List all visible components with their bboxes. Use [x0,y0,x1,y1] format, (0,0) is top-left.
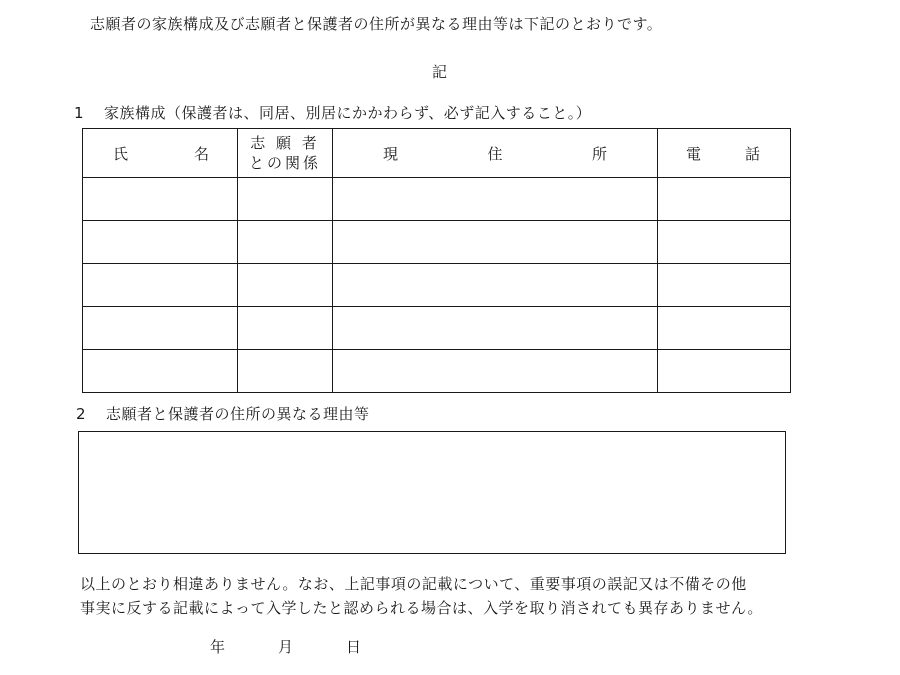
section1-number: 1 [74,104,85,122]
cell-address[interactable] [333,350,658,393]
cell-address[interactable] [333,307,658,350]
reason-box[interactable] [78,431,786,554]
header-name-char-1: 氏 [113,144,129,163]
cell-name[interactable] [83,307,238,350]
cell-phone[interactable] [658,178,791,221]
closing-line-1: 以上のとおり相違ありません。なお、上記事項の記載について、重要事項の誤記又は不備その他 [80,575,747,593]
cell-phone[interactable] [658,264,791,307]
family-table [82,128,791,393]
table-row [83,178,791,221]
cell-name[interactable] [83,221,238,264]
cell-name[interactable] [83,178,238,221]
section1-heading [74,103,591,123]
date-line [210,637,362,657]
cell-relation[interactable] [238,307,333,350]
header-name-char-2: 名 [193,144,209,163]
closing-line-2: 事実に反する記載によって入学したと認められる場合は、入学を取り消されても異存ありません。 [80,599,763,617]
cell-address[interactable] [333,178,658,221]
date-year: 年 [210,638,226,656]
cell-address[interactable] [333,221,658,264]
header-address-char-1: 現 [383,144,399,163]
closing-statement [80,572,820,620]
table-header-row [83,129,791,178]
cell-phone[interactable] [658,307,791,350]
cell-name[interactable] [83,350,238,393]
date-day: 日 [346,638,362,656]
date-month: 月 [278,638,294,656]
header-phone [658,129,791,178]
table-row [83,221,791,264]
section2-heading [76,404,370,424]
ki-heading: 記 [432,63,448,81]
cell-name[interactable] [83,264,238,307]
header-phone-char-2: 話 [744,144,760,163]
cell-relation[interactable] [238,178,333,221]
header-address [333,129,658,178]
header-address-char-2: 住 [487,144,503,163]
header-address-char-3: 所 [591,144,607,163]
cell-address[interactable] [333,264,658,307]
section2-title: 志願者と保護者の住所の異なる理由等 [106,405,370,423]
cell-phone[interactable] [658,221,791,264]
intro-text: 志願者の家族構成及び志願者と保護者の住所が異なる理由等は下記のとおりです。 [90,15,663,33]
table-row [83,307,791,350]
cell-relation[interactable] [238,221,333,264]
table-row [83,350,791,393]
table-row [83,264,791,307]
cell-relation[interactable] [238,264,333,307]
section1-title: 家族構成（保護者は、同居、別居にかかわらず、必ず記入すること。） [104,104,592,122]
header-relation-line-2: との関係 [248,154,321,172]
cell-phone[interactable] [658,350,791,393]
header-relation [238,129,333,178]
header-name [83,129,238,178]
section2-number: 2 [76,405,87,423]
header-phone-char-1: 電 [686,144,702,163]
header-relation-line-1: 志 願 者 [250,134,320,152]
cell-relation[interactable] [238,350,333,393]
